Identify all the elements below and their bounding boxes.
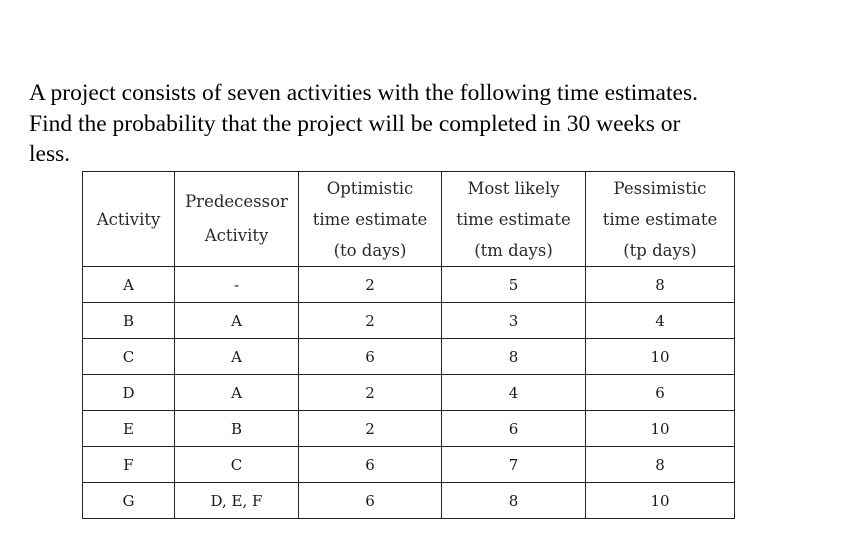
table-row <box>83 483 735 519</box>
cell-predecessor: - <box>175 267 299 303</box>
cell-pessimistic: 8 <box>586 447 735 483</box>
cell-most-likely: 3 <box>442 303 586 339</box>
table-row <box>83 303 735 339</box>
cell-predecessor: C <box>175 447 299 483</box>
cell-activity: F <box>83 447 175 483</box>
table-header-row <box>83 172 735 267</box>
cell-optimistic: 6 <box>299 447 442 483</box>
cell-most-likely: 5 <box>442 267 586 303</box>
header-activity: Activity <box>83 172 175 267</box>
cell-pessimistic: 10 <box>586 339 735 375</box>
question-line-2: Find the probability that the project will be completed in 30 weeks or <box>29 110 681 137</box>
cell-pessimistic: 6 <box>586 375 735 411</box>
cell-predecessor: D, E, F <box>175 483 299 519</box>
question-text <box>29 78 829 170</box>
table-row <box>83 411 735 447</box>
cell-optimistic: 2 <box>299 375 442 411</box>
header-predecessor: Predecessor Activity <box>175 172 299 267</box>
cell-activity: B <box>83 303 175 339</box>
cell-activity: A <box>83 267 175 303</box>
cell-most-likely: 4 <box>442 375 586 411</box>
cell-optimistic: 2 <box>299 267 442 303</box>
header-optimistic: Optimistic time estimate (to days) <box>299 172 442 267</box>
cell-activity: C <box>83 339 175 375</box>
cell-activity: E <box>83 411 175 447</box>
cell-optimistic: 6 <box>299 483 442 519</box>
cell-activity: G <box>83 483 175 519</box>
cell-predecessor: A <box>175 303 299 339</box>
table-row <box>83 267 735 303</box>
table-row <box>83 375 735 411</box>
cell-optimistic: 2 <box>299 303 442 339</box>
question-line-1: A project consists of seven activities with the following time estimates. <box>29 80 698 106</box>
cell-optimistic: 6 <box>299 339 442 375</box>
cell-predecessor: B <box>175 411 299 447</box>
time-estimates-table <box>82 171 735 519</box>
cell-activity: D <box>83 375 175 411</box>
table-row <box>83 339 735 375</box>
cell-predecessor: A <box>175 375 299 411</box>
cell-optimistic: 2 <box>299 411 442 447</box>
cell-pessimistic: 4 <box>586 303 735 339</box>
header-most-likely: Most likely time estimate (tm days) <box>442 172 586 267</box>
cell-pessimistic: 8 <box>586 267 735 303</box>
cell-most-likely: 7 <box>442 447 586 483</box>
question-line-3: less. <box>29 141 71 167</box>
cell-most-likely: 8 <box>442 483 586 519</box>
cell-most-likely: 8 <box>442 339 586 375</box>
header-pessimistic: Pessimistic time estimate (tp days) <box>586 172 735 267</box>
cell-pessimistic: 10 <box>586 483 735 519</box>
table-row <box>83 447 735 483</box>
cell-predecessor: A <box>175 339 299 375</box>
cell-pessimistic: 10 <box>586 411 735 447</box>
cell-most-likely: 6 <box>442 411 586 447</box>
